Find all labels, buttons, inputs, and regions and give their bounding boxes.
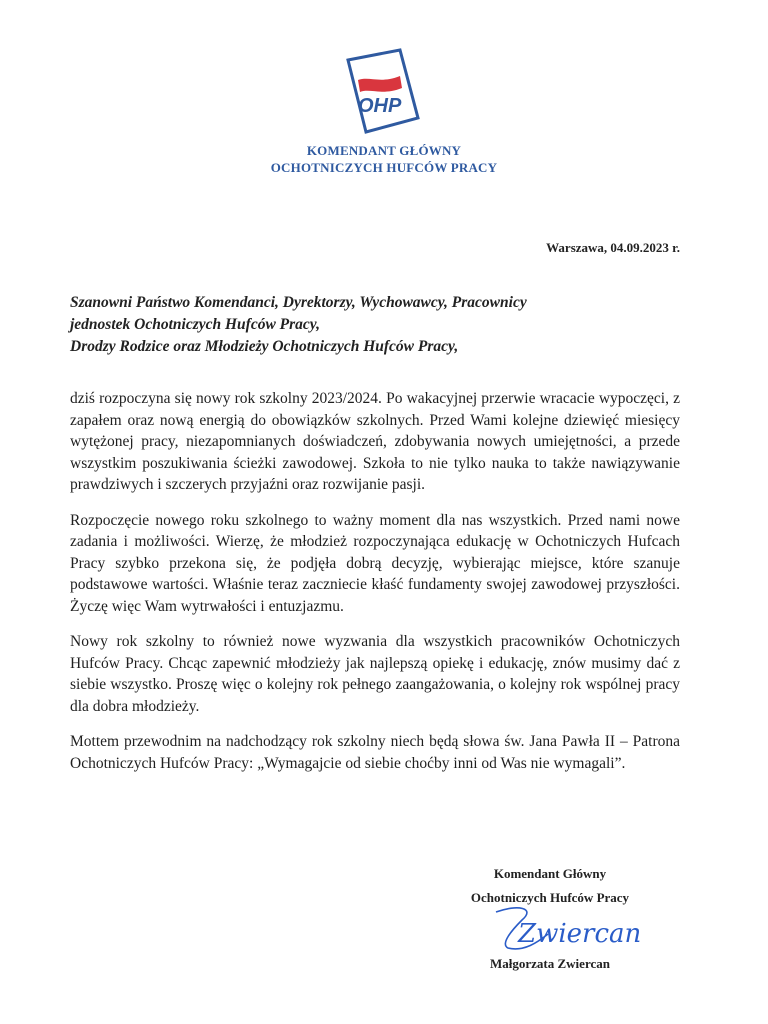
letter-date: Warszawa, 04.09.2023 r. [546, 240, 680, 255]
signature-title-line-2: Ochotniczych Hufców Pracy [470, 890, 630, 905]
handwritten-signature [478, 898, 658, 960]
signature-text: Zwiercan [518, 919, 642, 949]
letter-body [70, 388, 680, 788]
salutation [70, 292, 710, 358]
letterhead-line-1: KOMENDANT GŁÓWNY [306, 143, 462, 158]
signer-name: Małgorzata Zwiercan [490, 956, 610, 971]
paragraph-1: dziś rozpoczyna się nowy rok szkolny 2023/2024. Po wakacyjnej przerwie wracacie wypoczęci, z zapałem oraz nową energią do obowiązków szkolnych. Przed Wami kolejne dziewięć miesięcy wytężonej pracy, niezapomnianych doświadczeń, zdobywania nowych umiejętności, a przede wszystkim poszukiwania ścieżki zawodowej. Szkoła to nie tylko nauka to także nawiązywanie prawdziwych i szczerych przyjaźni oraz rozwijanie pasji. [70, 390, 680, 493]
letterhead-title [200, 142, 568, 176]
paragraph-4: Mottem przewodnim na nadchodzący rok szkolny niech będą słowa św. Jana Pawła II – Patrona Ochotniczych Hufców Pracy: „Wymagajcie od siebie choćby inni od Was nie wymagali”. [70, 733, 680, 772]
paragraph-2: Rozpoczęcie nowego roku szkolnego to ważny moment dla nas wszystkich. Przed nami nowe zadania i możliwości. Wierzę, że młodzież rozpoczynająca edukację w Ochotniczych Hufcach Pracy szybko przekona się, że podjęła dobrą decyzję, wybierając miejsce, które szanuje podstawowe wartości. Właśnie teraz zaczniecie kłaść fundamenty swojej zawodowej przyszłości. Życzę więc Wam wytrwałości i entuzjazmu. [70, 511, 680, 615]
signature-title-line-1: Komendant Główny [493, 866, 607, 881]
paragraph-3: Nowy rok szkolny to również nowe wyzwania dla wszystkich pracowników Ochotniczych Hufców Pracy. Chcąc zapewnić młodzieży jak najlepszą opiekę i edukację, znów musimy dać z siebie wszystko. Proszę więc o kolejny rok pełnego zaangażowania, o kolejny rok wspólnej pracy dla dobra młodzieży. [70, 633, 680, 715]
ohp-logo [330, 40, 430, 140]
salutation-line-3: Drodzy Rodzice oraz Młodzieży Ochotniczych Hufców Pracy, [70, 338, 459, 355]
letterhead-line-2: OCHOTNICZYCH HUFCÓW PRACY [270, 160, 498, 175]
logo-text: OHP [358, 95, 402, 117]
salutation-line-1: Szanowni Państwo Komendanci, Dyrektorzy, Wychowawcy, Pracownicy [70, 294, 527, 311]
salutation-line-2: jednostek Ochotniczych Hufców Pracy, [70, 316, 320, 333]
